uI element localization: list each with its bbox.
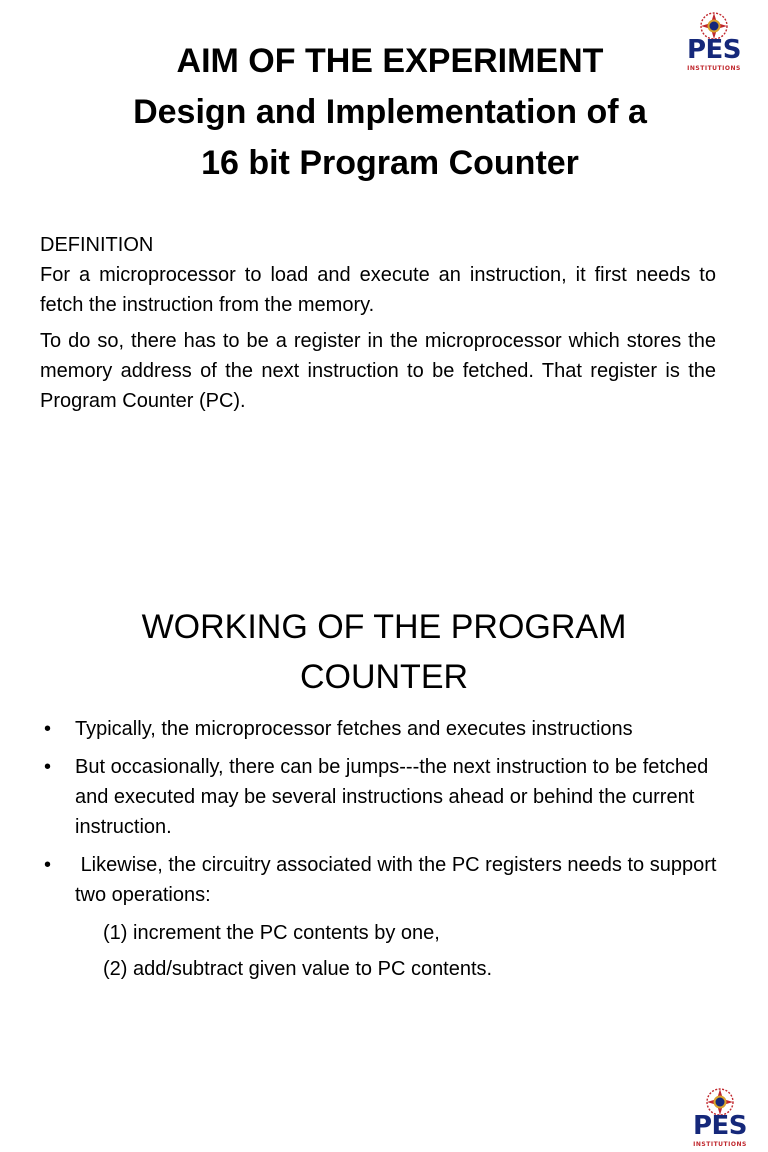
list-item [40, 850, 730, 910]
definition-paragraph-2: To do so, there has to be a register in the microprocessor which stores the memory address of the next instruction to be fetched. That register is the Program Counter (PC). [40, 330, 716, 412]
slide-title [60, 36, 720, 189]
pes-logo [674, 12, 754, 76]
slide-working [0, 512, 768, 1148]
logo-subtitle: INSTITUTIONS [687, 65, 741, 72]
logo-subtitle: INSTITUTIONS [693, 1141, 747, 1148]
slide-title [116, 602, 652, 702]
bullet-text: But occasionally, there can be jumps---the next instruction to be fetched and executed may be several instructions ahead or behind the current instruction. [75, 756, 709, 838]
title-line-3: 16 bit Program Counter [201, 144, 579, 182]
bullet-icon: • [44, 756, 52, 778]
slide-aim [0, 0, 768, 512]
bullet-icon: • [44, 718, 52, 740]
list-item [40, 714, 730, 744]
bullet-icon: • [44, 854, 52, 876]
bullet-text: Typically, the microprocessor fetches and executes instructions [75, 718, 633, 740]
sub-item: (1) increment the PC contents by one, [103, 922, 440, 944]
title-line-2: COUNTER [299, 658, 469, 696]
title-line-1: WORKING OF THE PROGRAM [141, 608, 627, 646]
sub-item: (2) add/subtract given value to PC contents. [103, 958, 493, 980]
definition-label: DEFINITION [40, 234, 154, 256]
pes-logo [680, 1088, 760, 1152]
title-line-2: Design and Implementation of a [133, 93, 647, 131]
list-item [40, 752, 730, 842]
bullet-text: Likewise, the circuitry associated with the PC registers needs to support two operations: [75, 854, 722, 906]
logo-name: PES [692, 1111, 748, 1141]
logo-name: PES [686, 35, 742, 65]
definition-section [40, 230, 716, 422]
bullet-list [40, 714, 730, 990]
title-line-1: AIM OF THE EXPERIMENT [176, 42, 604, 80]
definition-paragraph-1: For a microprocessor to load and execute an instruction, it first needs to fetch the instruction from the memory. [40, 264, 716, 316]
